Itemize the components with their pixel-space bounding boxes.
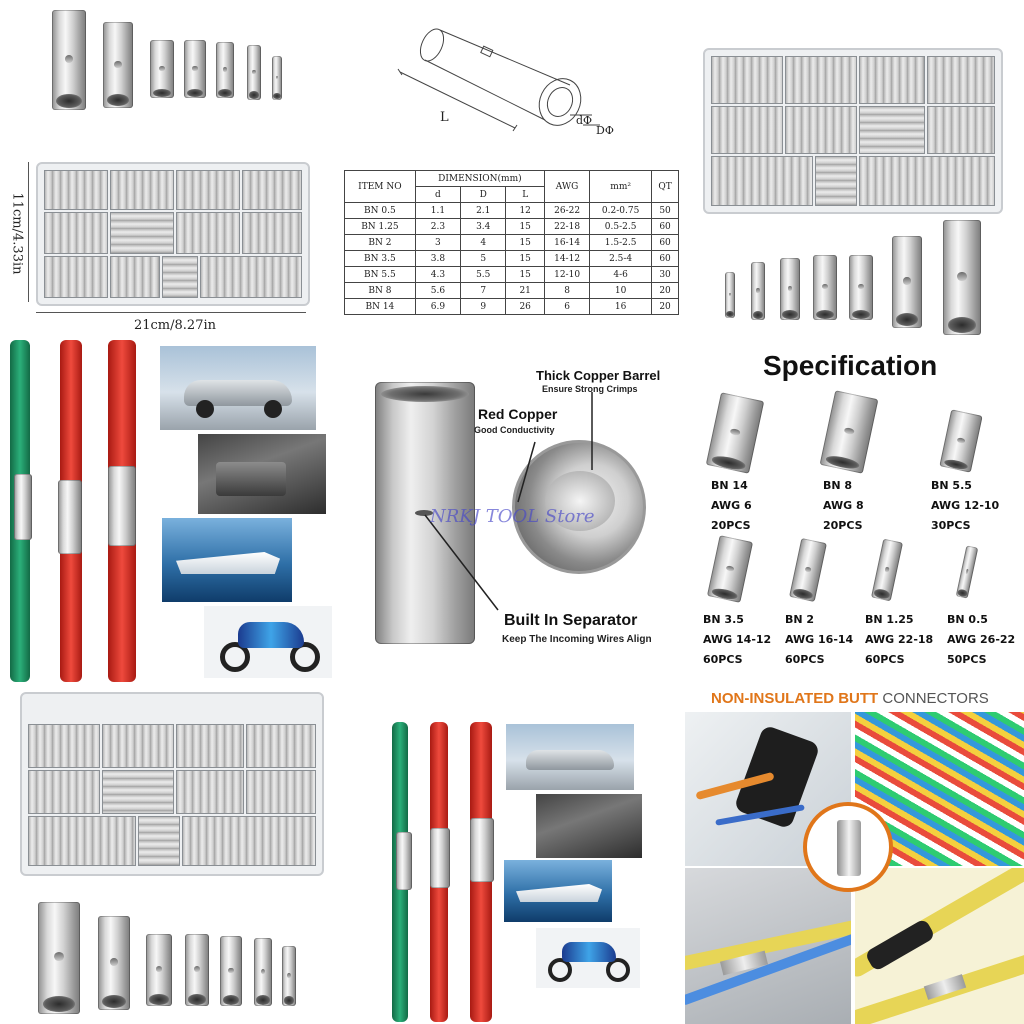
- table-cell-mm2: 0.2-0.75: [590, 203, 652, 219]
- heat-shrink-photo: [855, 868, 1024, 1024]
- crimped-connector: [58, 480, 82, 554]
- table-cell-qt: 60: [652, 219, 679, 235]
- connector-tube: [146, 934, 172, 1006]
- crimped-connector: [14, 474, 32, 540]
- table-cell-item: BN 14: [345, 299, 416, 315]
- spec-awg-label: AWG 8: [823, 499, 864, 512]
- table-cell-qt: 50: [652, 203, 679, 219]
- table-cell-D: 7: [461, 283, 506, 299]
- table-cell-item: BN 5.5: [345, 267, 416, 283]
- table-cell-D: 2.1: [461, 203, 506, 219]
- spec-pcs-label: 20PCS: [711, 519, 751, 532]
- connector-tube: [184, 40, 206, 98]
- tile-applications: [0, 340, 340, 682]
- red-copper-sub: Good Conductivity: [474, 425, 555, 435]
- storage-box: [20, 692, 324, 876]
- yellow-wires-photo: [685, 868, 851, 1024]
- table-cell-awg: 16-14: [544, 235, 589, 251]
- table-cell-L: 26: [506, 299, 545, 315]
- red-copper-title: Red Copper: [478, 406, 558, 422]
- spec-pcs-label: 20PCS: [823, 519, 863, 532]
- spec-bn-label: BN 0.5: [947, 613, 988, 626]
- connector-tube: [254, 938, 272, 1006]
- spec-bn-label: BN 2: [785, 613, 815, 626]
- spec-awg-label: AWG 16-14: [785, 633, 854, 646]
- diagram-label-D: DΦ: [596, 124, 614, 137]
- connector-tube: [892, 236, 922, 328]
- connector-tube: [943, 220, 981, 335]
- diagram-label-L: L: [440, 110, 449, 125]
- table-cell-item: BN 2: [345, 235, 416, 251]
- table-cell-d: 2.3: [415, 219, 460, 235]
- table-cell-qt: 60: [652, 235, 679, 251]
- table-row: [345, 251, 679, 267]
- separator-sub: Keep The Incoming Wires Align: [502, 634, 652, 645]
- storage-box: [36, 162, 310, 306]
- subheader-d: d: [415, 187, 460, 203]
- table-cell-D: 3.4: [461, 219, 506, 235]
- tile-box-connectors: [685, 0, 1024, 340]
- spec-bn-label: BN 1.25: [865, 613, 914, 626]
- height-label: 11cm/4.33in: [9, 192, 25, 275]
- table-cell-L: 21: [506, 283, 545, 299]
- table-cell-mm2: 10: [590, 283, 652, 299]
- spec-bn-label: BN 5.5: [931, 479, 972, 492]
- spec-connector-icon: [871, 539, 903, 602]
- header-awg: AWG: [544, 171, 589, 203]
- connector-tube: [150, 40, 174, 98]
- table-cell-mm2: 16: [590, 299, 652, 315]
- table-cell-L: 15: [506, 251, 545, 267]
- tile-specification: [685, 340, 1024, 682]
- thick-copper-sub: Ensure Strong Crimps: [542, 384, 638, 394]
- table-row: [345, 219, 679, 235]
- table-cell-awg: 14-12: [544, 251, 589, 267]
- spec-awg-label: AWG 14-12: [703, 633, 772, 646]
- spec-connector-icon: [706, 392, 764, 474]
- thick-copper-title: Thick Copper Barrel: [536, 368, 661, 383]
- spec-awg-label: AWG 6: [711, 499, 752, 512]
- banner-part1: NON-INSULATED: [711, 690, 835, 707]
- table-cell-awg: 6: [544, 299, 589, 315]
- ship-photo: [162, 518, 292, 602]
- table-cell-d: 3.8: [415, 251, 460, 267]
- header-item: ITEM NO: [345, 171, 416, 203]
- banner-part2: BUTT: [838, 690, 879, 707]
- connector-tube: [247, 45, 261, 100]
- width-dimension-line: [36, 312, 306, 313]
- connector-tube: [103, 22, 133, 108]
- spec-connector-icon: [939, 409, 982, 472]
- width-label: 21cm/8.27in: [133, 318, 216, 333]
- table-cell-mm2: 1.5-2.5: [590, 235, 652, 251]
- connector-tube: [272, 56, 282, 100]
- table-row: [345, 203, 679, 219]
- table-cell-item: BN 1.25: [345, 219, 416, 235]
- crimped-connector: [396, 832, 412, 890]
- table-cell-qt: 30: [652, 267, 679, 283]
- connector-tube: [282, 946, 296, 1006]
- spec-pcs-label: 50PCS: [947, 653, 987, 666]
- table-cell-item: BN 0.5: [345, 203, 416, 219]
- center-connector-circle: [803, 802, 893, 892]
- spec-awg-label: AWG 22-18: [865, 633, 934, 646]
- connector-tube: [849, 255, 873, 320]
- store-watermark: NRKJ TOOL Store: [430, 506, 595, 527]
- spec-bn-label: BN 3.5: [703, 613, 744, 626]
- spec-awg-label: AWG 26-22: [947, 633, 1016, 646]
- table-cell-L: 12: [506, 203, 545, 219]
- spec-pcs-label: 60PCS: [703, 653, 743, 666]
- spec-pcs-label: 60PCS: [785, 653, 825, 666]
- table-cell-item: BN 8: [345, 283, 416, 299]
- banner-part3: CONNECTORS: [882, 690, 989, 707]
- subheader-D: D: [461, 187, 506, 203]
- table-cell-item: BN 3.5: [345, 251, 416, 267]
- tile-non-insulated: [685, 682, 1024, 1024]
- spec-connector-icon: [789, 538, 827, 602]
- subheader-L: L: [506, 187, 545, 203]
- separator-title: Built In Separator: [504, 612, 638, 629]
- engine-photo: [536, 794, 642, 858]
- tile-applications-small: [340, 682, 685, 1024]
- table-cell-mm2: 0.5-2.5: [590, 219, 652, 235]
- table-row: [345, 283, 679, 299]
- table-cell-awg: 12-10: [544, 267, 589, 283]
- storage-box: [703, 48, 1003, 214]
- connector-tube: [725, 272, 735, 318]
- engine-photo: [198, 434, 326, 514]
- connector-tube: [751, 262, 765, 320]
- table-cell-D: 4: [461, 235, 506, 251]
- spec-connector-icon: [707, 535, 753, 603]
- table-row: [345, 267, 679, 283]
- tile-dimension-table: [340, 0, 685, 340]
- table-cell-d: 1.1: [415, 203, 460, 219]
- spec-awg-label: AWG 12-10: [931, 499, 1000, 512]
- table-cell-mm2: 4-6: [590, 267, 652, 283]
- header-qt: QT: [652, 171, 679, 203]
- diagram-label-d: dΦ: [576, 114, 593, 127]
- height-dimension-line: [28, 162, 29, 302]
- table-cell-L: 15: [506, 267, 545, 283]
- table-cell-L: 15: [506, 219, 545, 235]
- crimped-connector: [430, 828, 450, 888]
- table-cell-D: 9: [461, 299, 506, 315]
- table-cell-L: 15: [506, 235, 545, 251]
- connector-tube: [216, 42, 234, 98]
- table-cell-d: 5.6: [415, 283, 460, 299]
- header-mm2: mm²: [590, 171, 652, 203]
- dimension-table: [344, 170, 679, 315]
- table-cell-awg: 22-18: [544, 219, 589, 235]
- table-cell-d: 3: [415, 235, 460, 251]
- spec-connector-icon: [956, 545, 979, 598]
- banner-title: [711, 690, 989, 707]
- spec-bn-label: BN 14: [711, 479, 748, 492]
- crimped-connector: [108, 466, 136, 546]
- car-photo: [160, 346, 316, 430]
- tile-box-dimensions: [0, 0, 340, 340]
- spec-pcs-label: 30PCS: [931, 519, 971, 532]
- table-cell-awg: 26-22: [544, 203, 589, 219]
- table-cell-d: 6.9: [415, 299, 460, 315]
- table-row: [345, 235, 679, 251]
- spec-bn-label: BN 8: [823, 479, 853, 492]
- car-photo: [506, 724, 634, 790]
- table-cell-awg: 8: [544, 283, 589, 299]
- connector-diagram: [340, 0, 685, 160]
- connector-tube: [185, 934, 209, 1006]
- table-cell-qt: 20: [652, 299, 679, 315]
- table-row: [345, 299, 679, 315]
- tile-features: [340, 340, 685, 682]
- header-dimension: DIMENSION(mm): [415, 171, 544, 187]
- connector-tube: [813, 255, 837, 320]
- spec-pcs-label: 60PCS: [865, 653, 905, 666]
- spec-connector-icon: [820, 390, 879, 473]
- motorcycle-photo: [536, 928, 640, 988]
- table-cell-qt: 20: [652, 283, 679, 299]
- crimped-connector: [470, 818, 494, 882]
- table-cell-mm2: 2.5-4: [590, 251, 652, 267]
- ship-photo: [504, 860, 612, 922]
- connector-tube: [780, 258, 800, 320]
- connector-tube: [98, 916, 130, 1010]
- tile-box-bottom: [0, 682, 340, 1024]
- table-cell-d: 4.3: [415, 267, 460, 283]
- table-cell-qt: 60: [652, 251, 679, 267]
- motorcycle-photo: [204, 606, 332, 678]
- connector-tube: [38, 902, 80, 1014]
- connector-tube: [220, 936, 242, 1006]
- table-cell-D: 5.5: [461, 267, 506, 283]
- specification-title: Specification: [763, 350, 938, 381]
- connector-tube: [52, 10, 86, 110]
- table-cell-D: 5: [461, 251, 506, 267]
